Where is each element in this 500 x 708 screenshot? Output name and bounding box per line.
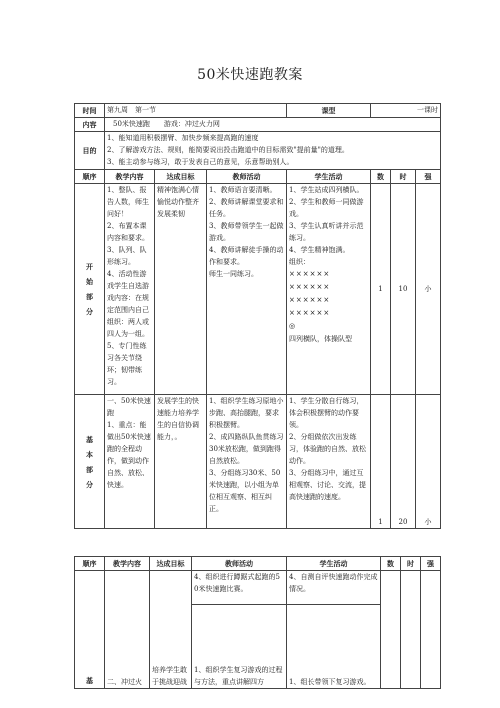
lesson-plan-table: [74, 103, 441, 529]
header-student: 学生活动: [287, 557, 381, 571]
header-time: 时: [401, 557, 421, 571]
start-target: 精神饱满心情愉悦动作整齐发展柔韧: [155, 184, 207, 395]
header-target: 达成目标: [150, 557, 192, 571]
start-time: 10: [391, 184, 416, 395]
main-intensity: 小: [416, 395, 441, 529]
header-count: 数: [371, 170, 391, 184]
main-content: 一、50米快速跑 1、重点：能做出50米快速跑的全程动作，做到动作自然、放松、快速。: [105, 395, 155, 529]
table-row-start-section: [75, 184, 441, 395]
time-value: 第九周 第一节: [105, 104, 287, 118]
content-value: 50米快速跑 游戏：冲过火力网: [105, 118, 441, 132]
section-label-main: 基: [75, 571, 105, 689]
header-teacher: 教师活动: [192, 557, 287, 571]
goal-item: 3、能主动参与练习，敢于发表自己的意见，乐意帮助别人。: [107, 158, 294, 166]
start-student-activity: 1、学生站成四列横队。 2、学生和教师一同做游戏。 3、学生认真听讲并示范练习。 4、学生精神饱满。 组织： ×××××× ×××××× ×××××× ×××××× ◎ 四列横队，体操队型: [287, 184, 371, 395]
header-content: 教学内容: [105, 170, 155, 184]
header-intensity: 强: [421, 557, 441, 571]
time-label: 时间: [75, 104, 105, 118]
header-student: 学生活动: [287, 170, 371, 184]
game-student-activity: 1、组长带领下复习游戏。: [287, 605, 381, 689]
start-teacher-activity: 1、教师语言要清晰。 2、教师讲解课堂要求和任务。 3、教师带领学生一起做游戏。 4、教师讲解徒手操的动作和要求。 师生一同练习。: [207, 184, 287, 395]
header-order: 顺序: [75, 557, 105, 571]
game-target: 培养学生敢于挑战迎战: [150, 571, 192, 689]
main-time: 20: [391, 395, 416, 529]
teacher-position-icon: ◎: [289, 322, 297, 330]
goal-item: 1、能知道用积极摆臂、加快步频来提高跑的速度: [107, 134, 259, 142]
header-intensity: 强: [416, 170, 441, 184]
content-label: 内容: [75, 118, 105, 132]
main-count: 1: [371, 395, 391, 529]
section-label-main: 基 本 部 分: [75, 395, 105, 529]
header-time: 时: [391, 170, 416, 184]
start-content: 1、整队、报告人数，师生问好！ 2、布置本课内容和要求。 3、队列、队形练习。 4、活动性游戏学生自选游戏内容：在规定范围内自己组织：两人或四人为一组。 5、专门性练习各关节绕环；韧带练习。: [105, 184, 155, 395]
main-target: 发展学生的快速能力培养学生的自信协调能力，。: [155, 395, 207, 529]
header-content: 教学内容: [105, 557, 150, 571]
compete-student-activity: 4、自测自评快速跑动作完成情况。: [287, 571, 381, 605]
goal-list: [105, 132, 441, 170]
lesson-plan-table-continued: [74, 556, 441, 689]
table-row-main-section: [75, 395, 441, 529]
goal-label: 目的: [75, 132, 105, 170]
goal-item: 2、了解游戏方法、规则，能简要说出投击跑道中的目标需致"提前量"的道理。: [107, 146, 349, 154]
page-title: 50米快速跑教案: [197, 67, 303, 83]
start-count: 1: [371, 184, 391, 395]
header-target: 达成目标: [155, 170, 207, 184]
table-row: [75, 571, 441, 605]
start-intensity: 小: [416, 184, 441, 395]
header-order: 顺序: [75, 170, 105, 184]
table-header-row: [75, 170, 441, 184]
formation-note: 四列横队，体操队型: [289, 335, 352, 343]
header-teacher: 教师活动: [207, 170, 287, 184]
game-teacher-activity: 1、组织学生复习游戏的过程与方法，重点讲解四方: [192, 605, 287, 689]
main-teacher-activity: 1、组织学生练习原地小步跑、高抬腿跑，要求积极摆臂。 2、成四路纵队鱼贯练习30米放松跑，做到跑得自然放松。 3、分组练习30米、50米快速跑，以小组为单位相互观察、相互纠正。: [207, 395, 287, 529]
lesson-type-label: 课型: [287, 104, 371, 118]
game-content: 二、冲过火: [105, 571, 150, 689]
lesson-type-value: 一课时: [371, 104, 441, 118]
compete-teacher-activity: 4、组织进行蹲踞式起跑的50米快速跑比赛。: [192, 571, 287, 605]
header-count: 数: [381, 557, 401, 571]
section-label-start: 开 始 部 分: [75, 184, 105, 395]
formation-diagram: ×××××× ×××××× ×××××× ×××××× ◎: [289, 268, 368, 333]
table-header-row: [75, 557, 441, 571]
main-student-activity: 1、学生分散自行练习，体会积极摆臂的动作要领。 2、分组做依次出发练习，体验跑的自然、放松动作。 3、分组练习中，通过互相观察、讨论、交流，提高快速跑的速度。: [287, 395, 371, 529]
